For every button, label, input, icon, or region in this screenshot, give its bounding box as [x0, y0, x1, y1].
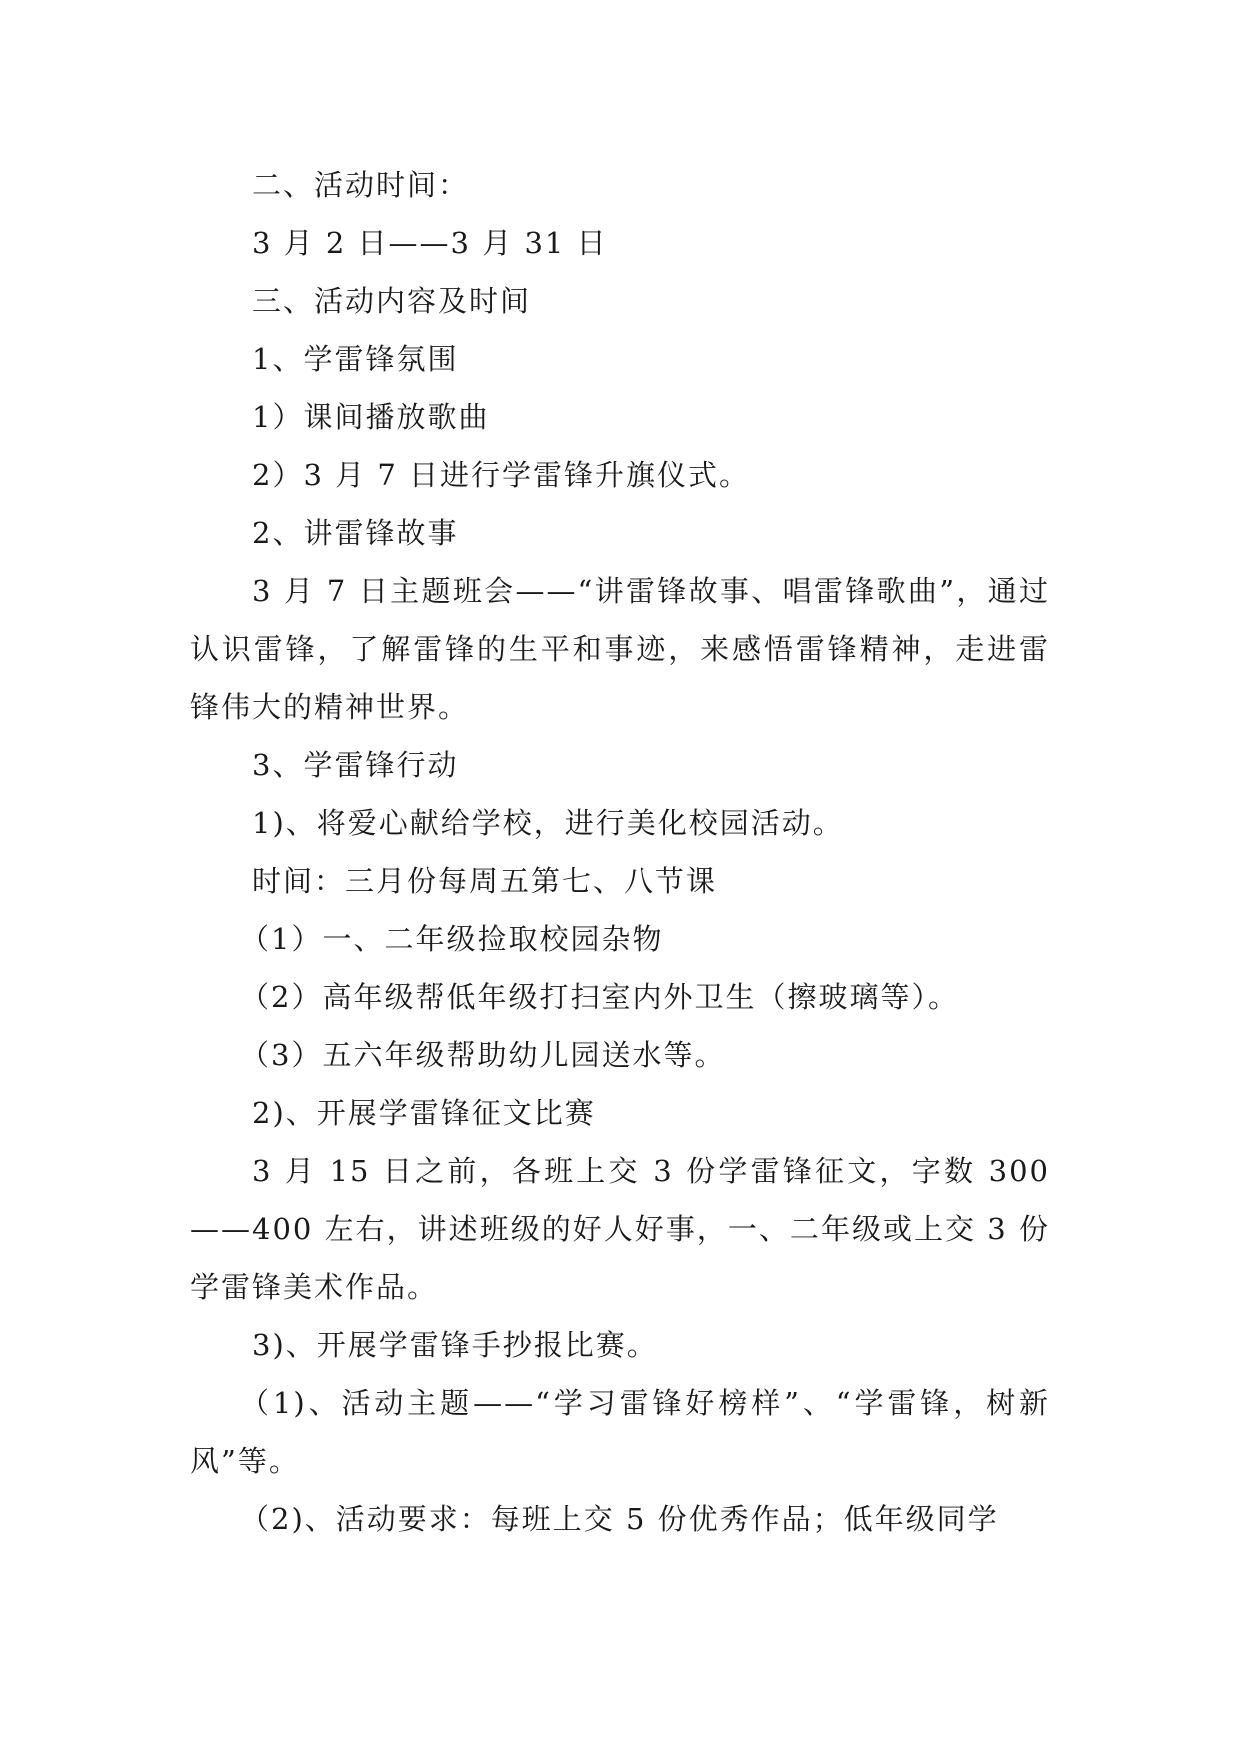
item-beautify-campus: 1)、将爱心献给学校，进行美化校园活动。 [252, 806, 844, 840]
paragraph-class-meeting: 3 月 7 日主题班会——“讲雷锋故事、唱雷锋歌曲”，通过认识雷锋，了解雷锋的生平和事迹，来感悟雷锋精神，走进雷锋伟大的精神世界。 [190, 574, 1050, 724]
subitem-pick-litter: （1）一、二年级捡取校园杂物 [240, 922, 664, 956]
item-essay-contest: 2)、开展学雷锋征文比赛 [252, 1096, 596, 1130]
heading-activity-content: 三、活动内容及时间 [252, 284, 532, 318]
subitem-requirements: （2)、活动要求：每班上交 5 份优秀作品；低年级同学 [240, 1502, 999, 1536]
section-stories: 2、讲雷锋故事 [252, 516, 459, 550]
section-action: 3、学雷锋行动 [252, 748, 459, 782]
item-flag-ceremony: 2）3 月 7 日进行学雷锋升旗仪式。 [252, 458, 751, 492]
activity-date-range: 3 月 2 日——3 月 31 日 [252, 226, 608, 260]
item-play-songs: 1）课间播放歌曲 [252, 400, 490, 434]
subitem-theme: （1)、活动主题——“学习雷锋好榜样”、“学雷锋，树新风”等。 [190, 1386, 1050, 1478]
document-page [190, 156, 1050, 1548]
heading-activity-time: 二、活动时间： [252, 168, 470, 202]
paragraph-essay-details: 3 月 15 日之前，各班上交 3 份学雷锋征文，字数 300——400 左右，讲述班级的好人好事，一、二年级或上交 3 份学雷锋美术作品。 [190, 1154, 1050, 1304]
subitem-cleaning: （2）高年级帮低年级打扫室内外卫生（擦玻璃等）。 [240, 980, 959, 1014]
item-handcopy-contest: 3)、开展学雷锋手抄报比赛。 [252, 1328, 658, 1362]
section-atmosphere: 1、学雷锋氛围 [252, 342, 459, 376]
subitem-deliver-water: （3）五六年级帮助幼儿园送水等。 [240, 1038, 726, 1072]
item-schedule: 时间：三月份每周五第七、八节课 [252, 864, 718, 898]
